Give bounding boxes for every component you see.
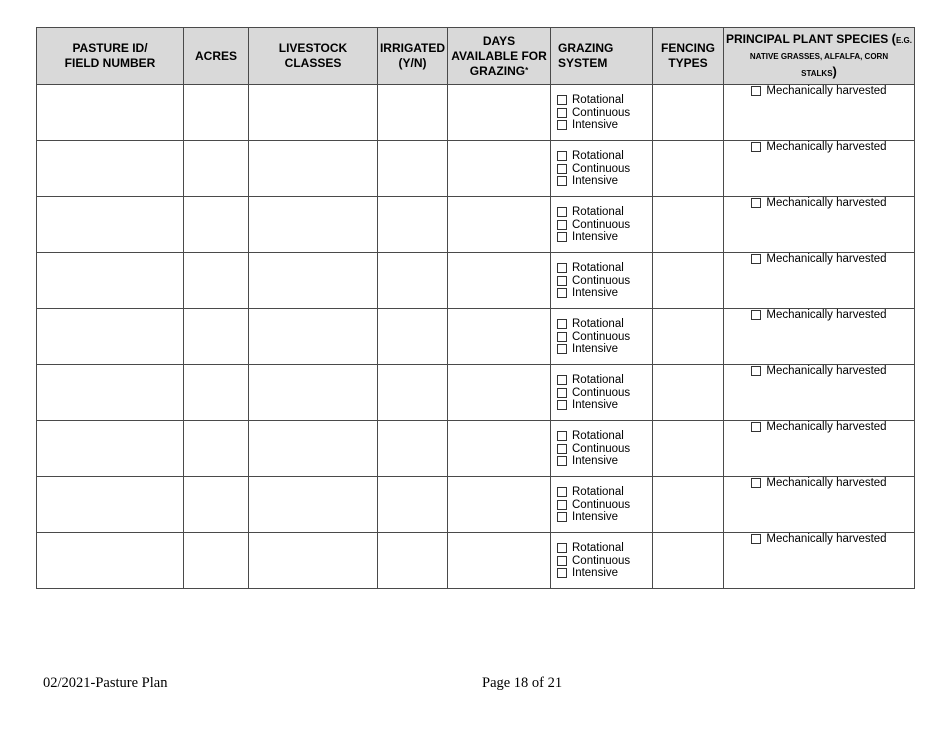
grazing-option-label: Rotational — [572, 318, 624, 331]
mechanically-harvested-label: Mechanically harvested — [766, 309, 887, 321]
irrigated-cell[interactable] — [378, 365, 448, 421]
fencing-types-cell[interactable] — [653, 309, 724, 365]
grazing-option-rotational[interactable] — [557, 150, 652, 163]
acres-cell[interactable] — [184, 533, 249, 589]
grazing-option-continuous[interactable] — [557, 219, 652, 232]
checkbox-icon[interactable] — [557, 220, 567, 230]
grazing-option-intensive[interactable] — [557, 455, 652, 468]
checkbox-icon[interactable] — [751, 198, 761, 208]
grazing-option-rotational[interactable] — [557, 374, 652, 387]
grazing-option-label: Rotational — [572, 150, 624, 163]
table-row — [37, 309, 915, 365]
irrigated-cell[interactable] — [378, 421, 448, 477]
checkbox-icon[interactable] — [557, 164, 567, 174]
acres-cell[interactable] — [184, 141, 249, 197]
mechanically-harvested-option[interactable] — [751, 197, 886, 212]
grazing-option-continuous[interactable] — [557, 163, 652, 176]
mechanically-harvested-option[interactable] — [751, 421, 886, 436]
pasture-id-cell[interactable] — [37, 253, 184, 309]
grazing-option-intensive[interactable] — [557, 399, 652, 412]
irrigated-cell[interactable] — [378, 85, 448, 141]
pasture-id-cell[interactable] — [37, 477, 184, 533]
grazing-option-rotational[interactable] — [557, 318, 652, 331]
mechanically-harvested-option[interactable] — [751, 533, 886, 548]
table-row — [37, 253, 915, 309]
grazing-option-continuous[interactable] — [557, 331, 652, 344]
principal-plant-species-cell[interactable] — [724, 309, 915, 365]
grazing-option-label: Rotational — [572, 206, 624, 219]
grazing-option-label: Intensive — [572, 567, 619, 580]
grazing-option-intensive[interactable] — [557, 511, 652, 524]
principal-plant-species-cell[interactable] — [724, 85, 915, 141]
irrigated-cell[interactable] — [378, 197, 448, 253]
mechanically-harvested-label: Mechanically harvested — [766, 533, 887, 545]
fencing-types-cell[interactable] — [653, 477, 724, 533]
checkbox-icon[interactable] — [751, 422, 761, 432]
checkbox-icon[interactable] — [751, 534, 761, 544]
grazing-option-label: Intensive — [572, 231, 619, 244]
grazing-option-continuous[interactable] — [557, 443, 652, 456]
mechanically-harvested-label: Mechanically harvested — [766, 85, 887, 97]
principal-plant-species-cell[interactable] — [724, 365, 915, 421]
checkbox-icon[interactable] — [557, 176, 567, 186]
irrigated-cell[interactable] — [378, 533, 448, 589]
header-fencing-types: FENCING TYPES — [653, 28, 724, 85]
grazing-option-label: Rotational — [572, 486, 624, 499]
grazing-option-label: Continuous — [572, 218, 631, 231]
grazing-system-cell — [551, 197, 653, 253]
grazing-option-rotational[interactable] — [557, 486, 652, 499]
days-available-cell[interactable] — [448, 253, 551, 309]
grazing-system-cell — [551, 253, 653, 309]
acres-cell[interactable] — [184, 421, 249, 477]
livestock-classes-cell[interactable] — [249, 533, 378, 589]
checkbox-icon[interactable] — [751, 478, 761, 488]
checkbox-icon[interactable] — [557, 151, 567, 161]
mechanically-harvested-label: Mechanically harvested — [766, 477, 887, 489]
fencing-types-cell[interactable] — [653, 533, 724, 589]
mechanically-harvested-label: Mechanically harvested — [766, 421, 887, 433]
grazing-option-label: Rotational — [572, 542, 624, 555]
pasture-id-cell[interactable] — [37, 421, 184, 477]
mechanically-harvested-label: Mechanically harvested — [766, 365, 887, 377]
grazing-option-label: Rotational — [572, 374, 624, 387]
grazing-option-rotational[interactable] — [557, 542, 652, 555]
checkbox-icon[interactable] — [557, 444, 567, 454]
checkbox-icon[interactable] — [557, 512, 567, 522]
checkbox-icon[interactable] — [557, 344, 567, 354]
grazing-option-intensive[interactable] — [557, 567, 652, 580]
checkbox-icon[interactable] — [557, 375, 567, 385]
checkbox-icon[interactable] — [557, 207, 567, 217]
days-available-cell[interactable] — [448, 477, 551, 533]
fencing-types-cell[interactable] — [653, 421, 724, 477]
checkbox-icon[interactable] — [557, 400, 567, 410]
checkbox-icon[interactable] — [557, 120, 567, 130]
table-row — [37, 85, 915, 141]
checkbox-icon[interactable] — [557, 456, 567, 466]
livestock-classes-cell[interactable] — [249, 197, 378, 253]
checkbox-icon[interactable] — [751, 86, 761, 96]
grazing-system-cell — [551, 365, 653, 421]
grazing-option-intensive[interactable] — [557, 119, 652, 132]
header-irrigated: IRRIGATED (Y/N) — [378, 28, 448, 85]
livestock-classes-cell[interactable] — [249, 253, 378, 309]
checkbox-icon[interactable] — [557, 95, 567, 105]
grazing-system-cell — [551, 477, 653, 533]
livestock-classes-cell[interactable] — [249, 365, 378, 421]
grazing-option-label: Continuous — [572, 330, 631, 343]
checkbox-icon[interactable] — [557, 431, 567, 441]
checkbox-icon[interactable] — [557, 108, 567, 118]
grazing-option-rotational[interactable] — [557, 430, 652, 443]
footer-page-number: Page 18 of 21 — [482, 675, 563, 691]
pasture-id-cell[interactable] — [37, 85, 184, 141]
grazing-system-cell — [551, 309, 653, 365]
acres-cell[interactable] — [184, 85, 249, 141]
grazing-option-label: Continuous — [572, 442, 631, 455]
grazing-option-continuous[interactable] — [557, 555, 652, 568]
days-available-cell[interactable] — [448, 421, 551, 477]
mechanically-harvested-option[interactable] — [751, 85, 886, 100]
header-row — [37, 28, 915, 85]
grazing-option-label: Continuous — [572, 274, 631, 287]
grazing-option-label: Intensive — [572, 455, 619, 468]
grazing-option-intensive[interactable] — [557, 231, 652, 244]
principal-plant-species-cell[interactable] — [724, 141, 915, 197]
checkbox-icon[interactable] — [557, 500, 567, 510]
grazing-option-label: Intensive — [572, 175, 619, 188]
checkbox-icon[interactable] — [751, 366, 761, 376]
acres-cell[interactable] — [184, 477, 249, 533]
acres-cell[interactable] — [184, 365, 249, 421]
table-row — [37, 141, 915, 197]
pasture-plan-table — [36, 27, 915, 589]
acres-cell[interactable] — [184, 309, 249, 365]
livestock-classes-cell[interactable] — [249, 141, 378, 197]
pasture-id-cell[interactable] — [37, 197, 184, 253]
irrigated-cell[interactable] — [378, 309, 448, 365]
header-pasture-id: PASTURE ID/ FIELD NUMBER — [37, 28, 184, 85]
table-row — [37, 477, 915, 533]
checkbox-icon[interactable] — [557, 568, 567, 578]
grazing-option-label: Continuous — [572, 554, 631, 567]
days-available-cell[interactable] — [448, 533, 551, 589]
principal-plant-species-cell[interactable] — [724, 197, 915, 253]
grazing-option-rotational[interactable] — [557, 206, 652, 219]
grazing-option-rotational[interactable] — [557, 94, 652, 107]
checkbox-icon[interactable] — [557, 388, 567, 398]
grazing-option-rotational[interactable] — [557, 262, 652, 275]
principal-plant-species-cell[interactable] — [724, 253, 915, 309]
header-grazing-system: GRAZING SYSTEM — [551, 28, 653, 85]
acres-cell[interactable] — [184, 253, 249, 309]
grazing-system-cell — [551, 85, 653, 141]
grazing-option-label: Intensive — [572, 343, 619, 356]
irrigated-cell[interactable] — [378, 253, 448, 309]
table-body — [37, 85, 915, 589]
grazing-option-label: Continuous — [572, 162, 631, 175]
fencing-types-cell[interactable] — [653, 85, 724, 141]
checkbox-icon[interactable] — [751, 254, 761, 264]
checkbox-icon[interactable] — [557, 263, 567, 273]
footer-form-id: 02/2021-Pasture Plan — [43, 675, 168, 691]
table-row — [37, 421, 915, 477]
checkbox-icon[interactable] — [557, 232, 567, 242]
days-available-cell[interactable] — [448, 309, 551, 365]
fencing-types-cell[interactable] — [653, 365, 724, 421]
mechanically-harvested-label: Mechanically harvested — [766, 197, 887, 209]
grazing-option-label: Intensive — [572, 119, 619, 132]
grazing-option-label: Continuous — [572, 386, 631, 399]
checkbox-icon[interactable] — [557, 276, 567, 286]
grazing-option-label: Intensive — [572, 287, 619, 300]
grazing-option-continuous[interactable] — [557, 107, 652, 120]
days-available-cell[interactable] — [448, 365, 551, 421]
checkbox-icon[interactable] — [751, 142, 761, 152]
mechanically-harvested-option[interactable] — [751, 477, 886, 492]
fencing-types-cell[interactable] — [653, 253, 724, 309]
pasture-id-cell[interactable] — [37, 533, 184, 589]
mechanically-harvested-label: Mechanically harvested — [766, 253, 887, 265]
mechanically-harvested-option[interactable] — [751, 365, 886, 380]
mechanically-harvested-option[interactable] — [751, 309, 886, 324]
grazing-option-intensive[interactable] — [557, 287, 652, 300]
checkbox-icon[interactable] — [557, 332, 567, 342]
mechanically-harvested-label: Mechanically harvested — [766, 141, 887, 153]
grazing-option-label: Rotational — [572, 94, 624, 107]
grazing-option-continuous[interactable] — [557, 387, 652, 400]
pasture-id-cell[interactable] — [37, 365, 184, 421]
pasture-id-cell[interactable] — [37, 141, 184, 197]
table-row — [37, 365, 915, 421]
grazing-system-cell — [551, 533, 653, 589]
grazing-option-label: Continuous — [572, 498, 631, 511]
grazing-system-cell — [551, 421, 653, 477]
principal-plant-species-cell[interactable] — [724, 533, 915, 589]
header-days-available: DAYS AVAILABLE FOR GRAZING* — [448, 28, 551, 85]
grazing-option-intensive[interactable] — [557, 343, 652, 356]
grazing-option-label: Intensive — [572, 399, 619, 412]
irrigated-cell[interactable] — [378, 141, 448, 197]
livestock-classes-cell[interactable] — [249, 477, 378, 533]
grazing-option-intensive[interactable] — [557, 175, 652, 188]
header-livestock-classes: LIVESTOCK CLASSES — [249, 28, 378, 85]
days-available-cell[interactable] — [448, 197, 551, 253]
checkbox-icon[interactable] — [557, 487, 567, 497]
pasture-id-cell[interactable] — [37, 309, 184, 365]
fencing-types-cell[interactable] — [653, 141, 724, 197]
irrigated-cell[interactable] — [378, 477, 448, 533]
livestock-classes-cell[interactable] — [249, 309, 378, 365]
principal-plant-species-cell[interactable] — [724, 421, 915, 477]
acres-cell[interactable] — [184, 197, 249, 253]
grazing-option-continuous[interactable] — [557, 499, 652, 512]
mechanically-harvested-option[interactable] — [751, 141, 886, 156]
grazing-option-label: Intensive — [572, 511, 619, 524]
checkbox-icon[interactable] — [557, 288, 567, 298]
checkbox-icon[interactable] — [557, 556, 567, 566]
header-principal-plant-species: PRINCIPAL PLANT SPECIES (E.G. NATIVE GRASSES, ALFALFA, CORN STALKS) — [724, 28, 915, 85]
fencing-types-cell[interactable] — [653, 197, 724, 253]
days-available-cell[interactable] — [448, 141, 551, 197]
table-row — [37, 533, 915, 589]
grazing-option-continuous[interactable] — [557, 275, 652, 288]
grazing-option-label: Continuous — [572, 106, 631, 119]
grazing-system-cell — [551, 141, 653, 197]
mechanically-harvested-option[interactable] — [751, 253, 886, 268]
table-row — [37, 197, 915, 253]
checkbox-icon[interactable] — [557, 319, 567, 329]
checkbox-icon[interactable] — [751, 310, 761, 320]
grazing-option-label: Rotational — [572, 430, 624, 443]
livestock-classes-cell[interactable] — [249, 85, 378, 141]
checkbox-icon[interactable] — [557, 543, 567, 553]
principal-plant-species-cell[interactable] — [724, 477, 915, 533]
grazing-option-label: Rotational — [572, 262, 624, 275]
header-acres: ACRES — [184, 28, 249, 85]
days-available-cell[interactable] — [448, 85, 551, 141]
livestock-classes-cell[interactable] — [249, 421, 378, 477]
